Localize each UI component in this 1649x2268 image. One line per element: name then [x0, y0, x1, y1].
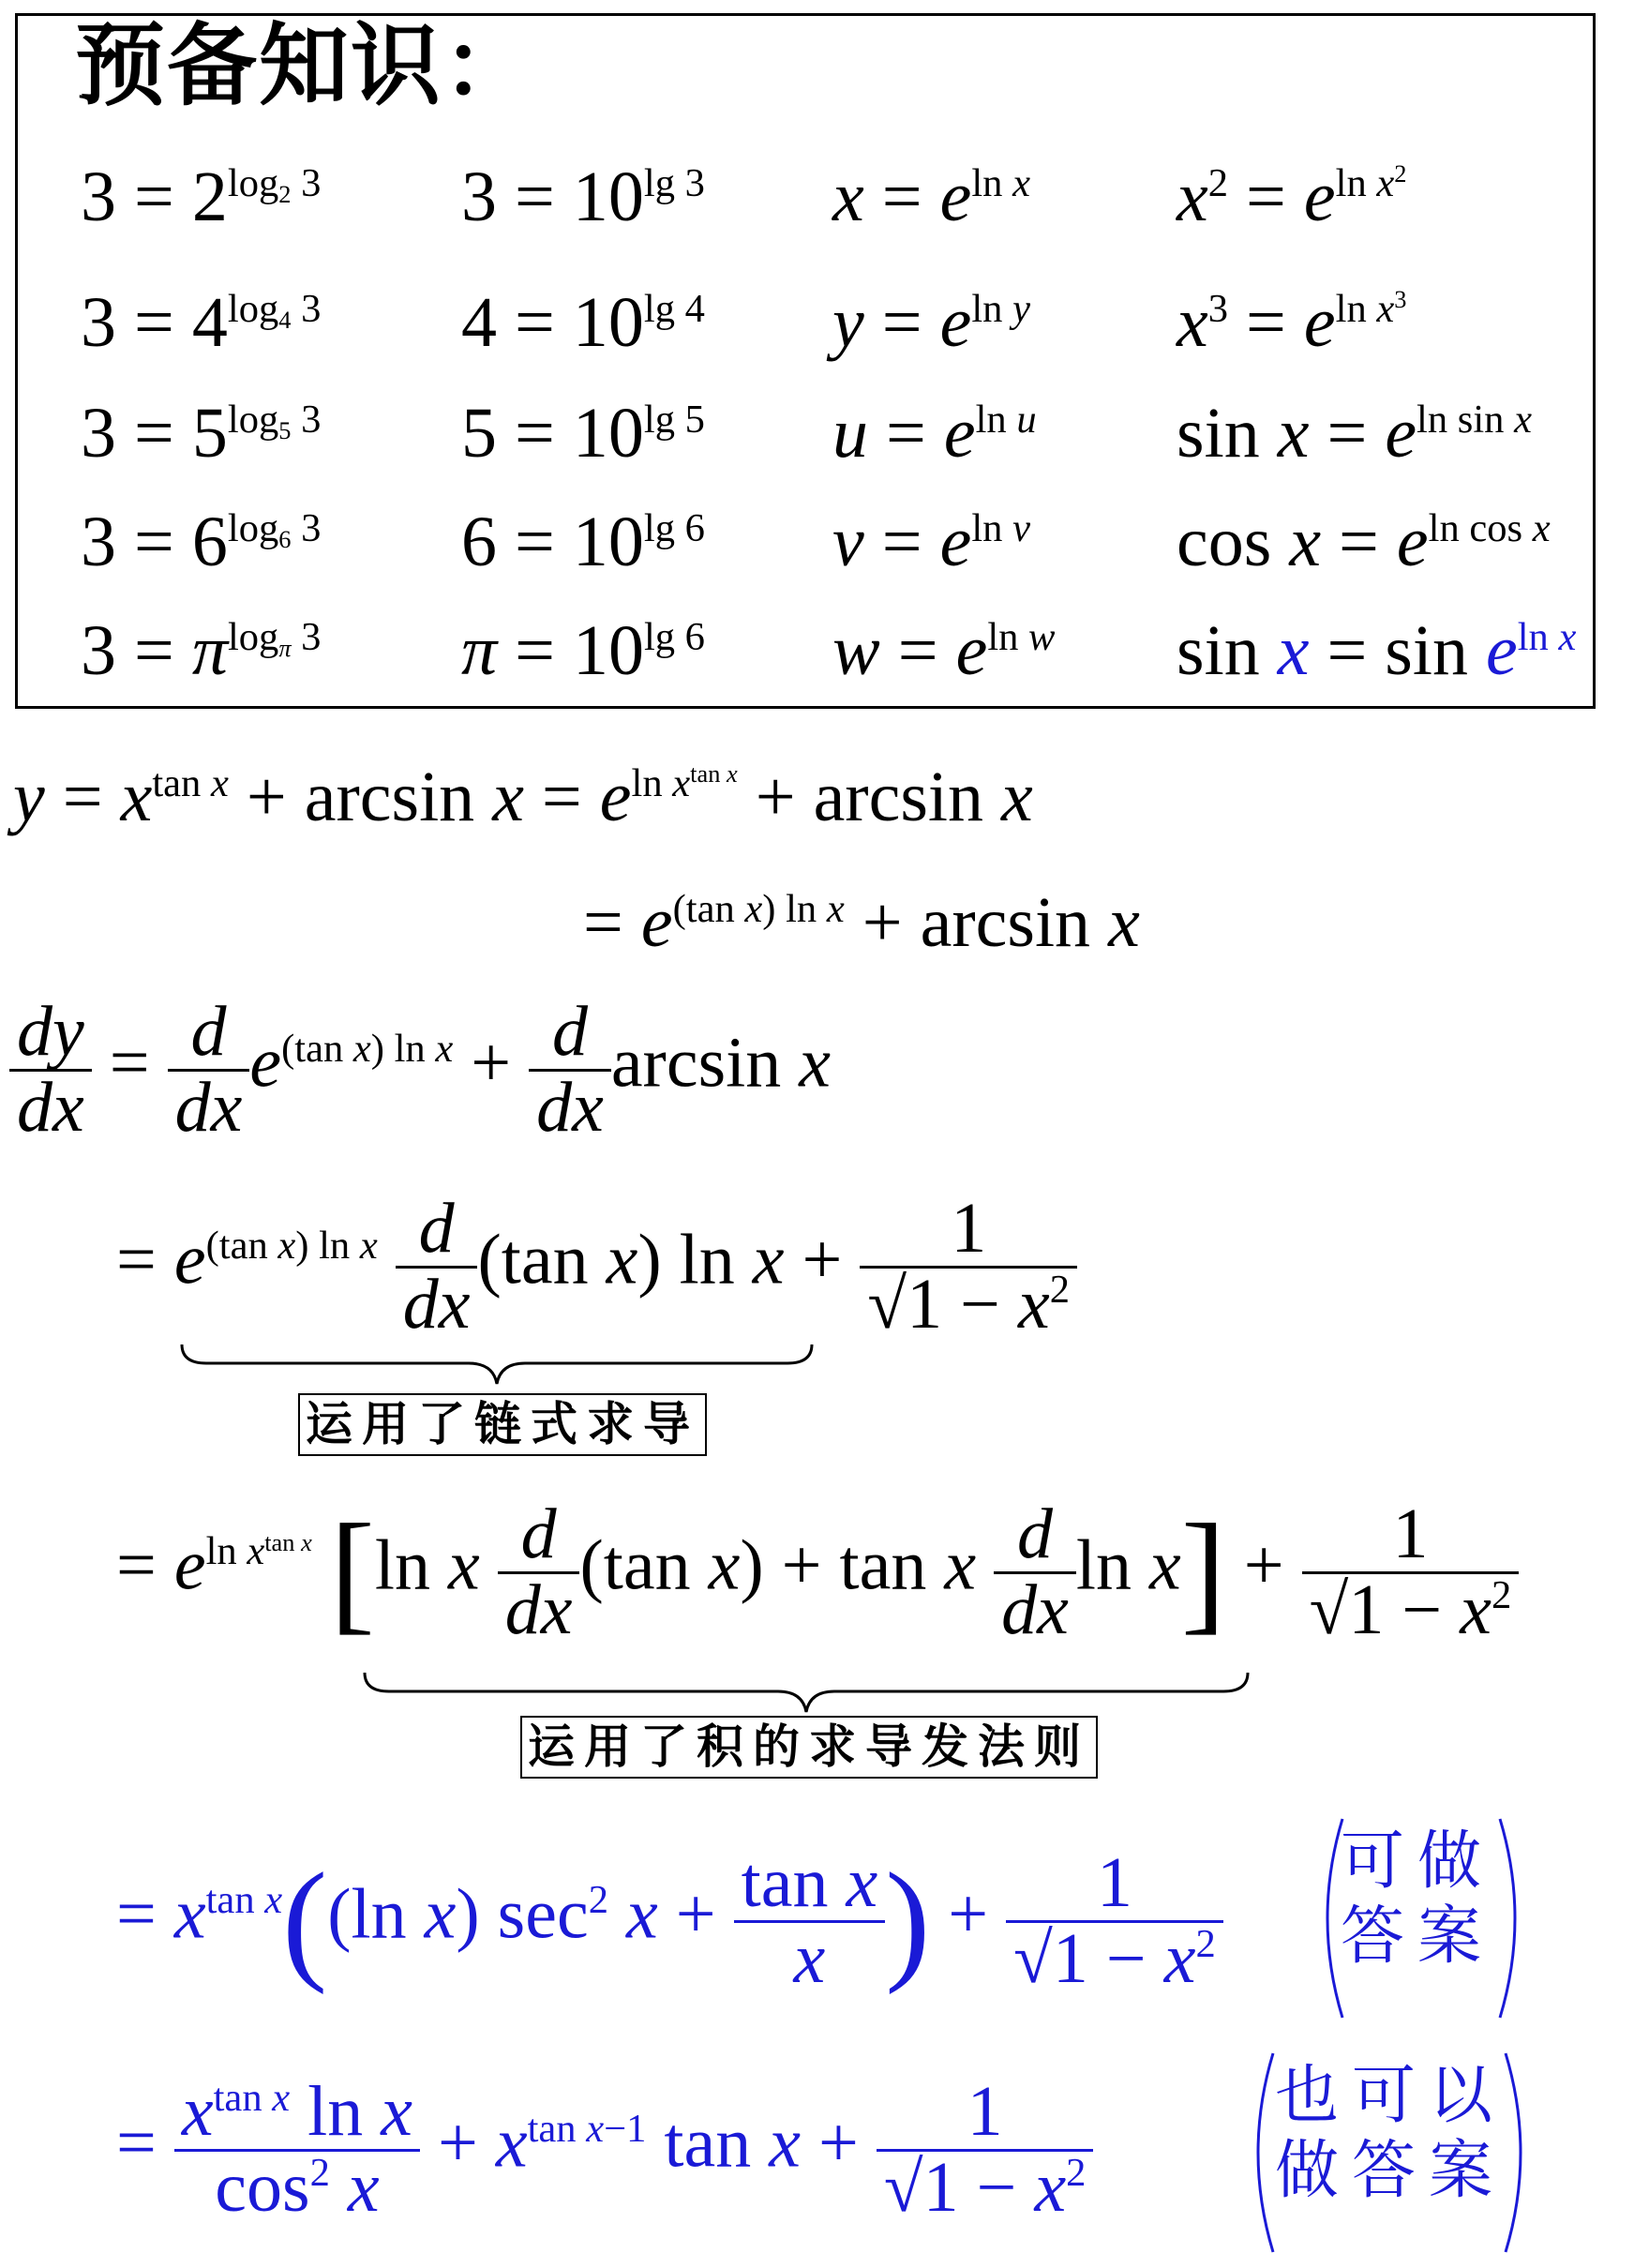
- product-rule-note: 运用了积的求导发法则: [520, 1716, 1098, 1779]
- identity-r1c4: $x^2 = e^{ln x^2}$: [1177, 158, 1407, 236]
- identity-r4c4: $\cos x = e^{ln cos x}$: [1177, 503, 1551, 581]
- identity-r1c2: $3 = 10^{lg 3}$: [461, 158, 705, 236]
- eq-line-2: = $e^{(tan x) ln x} + \arcsin x$: [583, 883, 1140, 962]
- identity-r3c1: $3 = 5^{log5 3}$: [81, 394, 322, 473]
- identity-r4c1: $3 = 6^{log6 3}$: [81, 503, 322, 581]
- identity-r2c4: $x^3 = e^{ln x^3}$: [1177, 283, 1407, 362]
- identity-r4c3: $v = e^{ln v}$: [832, 503, 1030, 581]
- identity-r2c2: $4 = 10^{lg 4}$: [461, 283, 705, 362]
- eq-line-1: $y = x^{tan x} + \arcsin x = e^{ln x^{tan x}} + \arcsin x$: [13, 758, 1033, 836]
- eq-line-5: = $e^{ln x^{tan x}}$ [ln x $\frac{d}{dx}$ (tan x) + tan x $\frac{d}{dx}$ ln x] + $\frac{1}{√1 - x^2}$: [116, 1498, 1519, 1646]
- eq-line-4: = $e^{(tan x) ln x}$ $\frac{d}{dx}$ (tan x) ln x + $\frac{1}{√1 - x^2}$: [116, 1193, 1077, 1341]
- chain-rule-note: 运用了链式求导: [298, 1393, 707, 1456]
- identity-r1c3: $x = e^{ln x}$: [832, 158, 1030, 236]
- identity-r2c1: $3 = 4^{log4 3}$: [81, 283, 322, 362]
- underbrace-2: [361, 1669, 1252, 1716]
- identity-r3c3: $u = e^{ln u}$: [832, 394, 1037, 473]
- identity-r5c1: $3 = \pi^{log\pi 3}$: [81, 611, 322, 690]
- eq-line-7: = $\frac{x^{tan x} \ln x}{\cos^2 x}$ + $x^{tan x-1}$ tan x + $\frac{1}{√1 - x^2}$: [116, 2076, 1093, 2224]
- eq-line-6: = $x^{tan x}((\ln$ x) $\sec^2 x$ + $\frac{\text{tan x}}{x}$ ) + $\frac{1}{√1 - x^2}$: [116, 1847, 1223, 1995]
- identity-r5c2: $\pi = 10^{lg 6}$: [461, 611, 705, 690]
- identity-r3c2: $5 = 10^{lg 5}$: [461, 394, 705, 473]
- identity-r1c1: $3 = 2^{log2 3}$: [81, 158, 322, 236]
- underbrace-1: [178, 1341, 816, 1388]
- identity-r4c2: $6 = 10^{lg 6}$: [461, 503, 705, 581]
- page-title: 预备知识：: [75, 13, 534, 118]
- eq-line-3: $\frac{dy}{dx}$ = $\frac{d}{dx}$ $e^{(tan x) ln x}$ + $\frac{d}{dx}$ arcsin x: [9, 996, 831, 1144]
- identity-r2c3: $y = e^{ln y}$: [832, 283, 1030, 362]
- answer-note-2: 也可以 做答案: [1275, 2059, 1507, 2209]
- identity-r5c3: $w = e^{ln w}$: [832, 611, 1056, 690]
- identity-r5c4: $\sin x = \sin e^{ln x}$: [1177, 611, 1577, 690]
- answer-note-1: 可做 答案: [1341, 1825, 1495, 1975]
- identity-r3c4: $\sin x = e^{ln sin x}$: [1177, 394, 1532, 473]
